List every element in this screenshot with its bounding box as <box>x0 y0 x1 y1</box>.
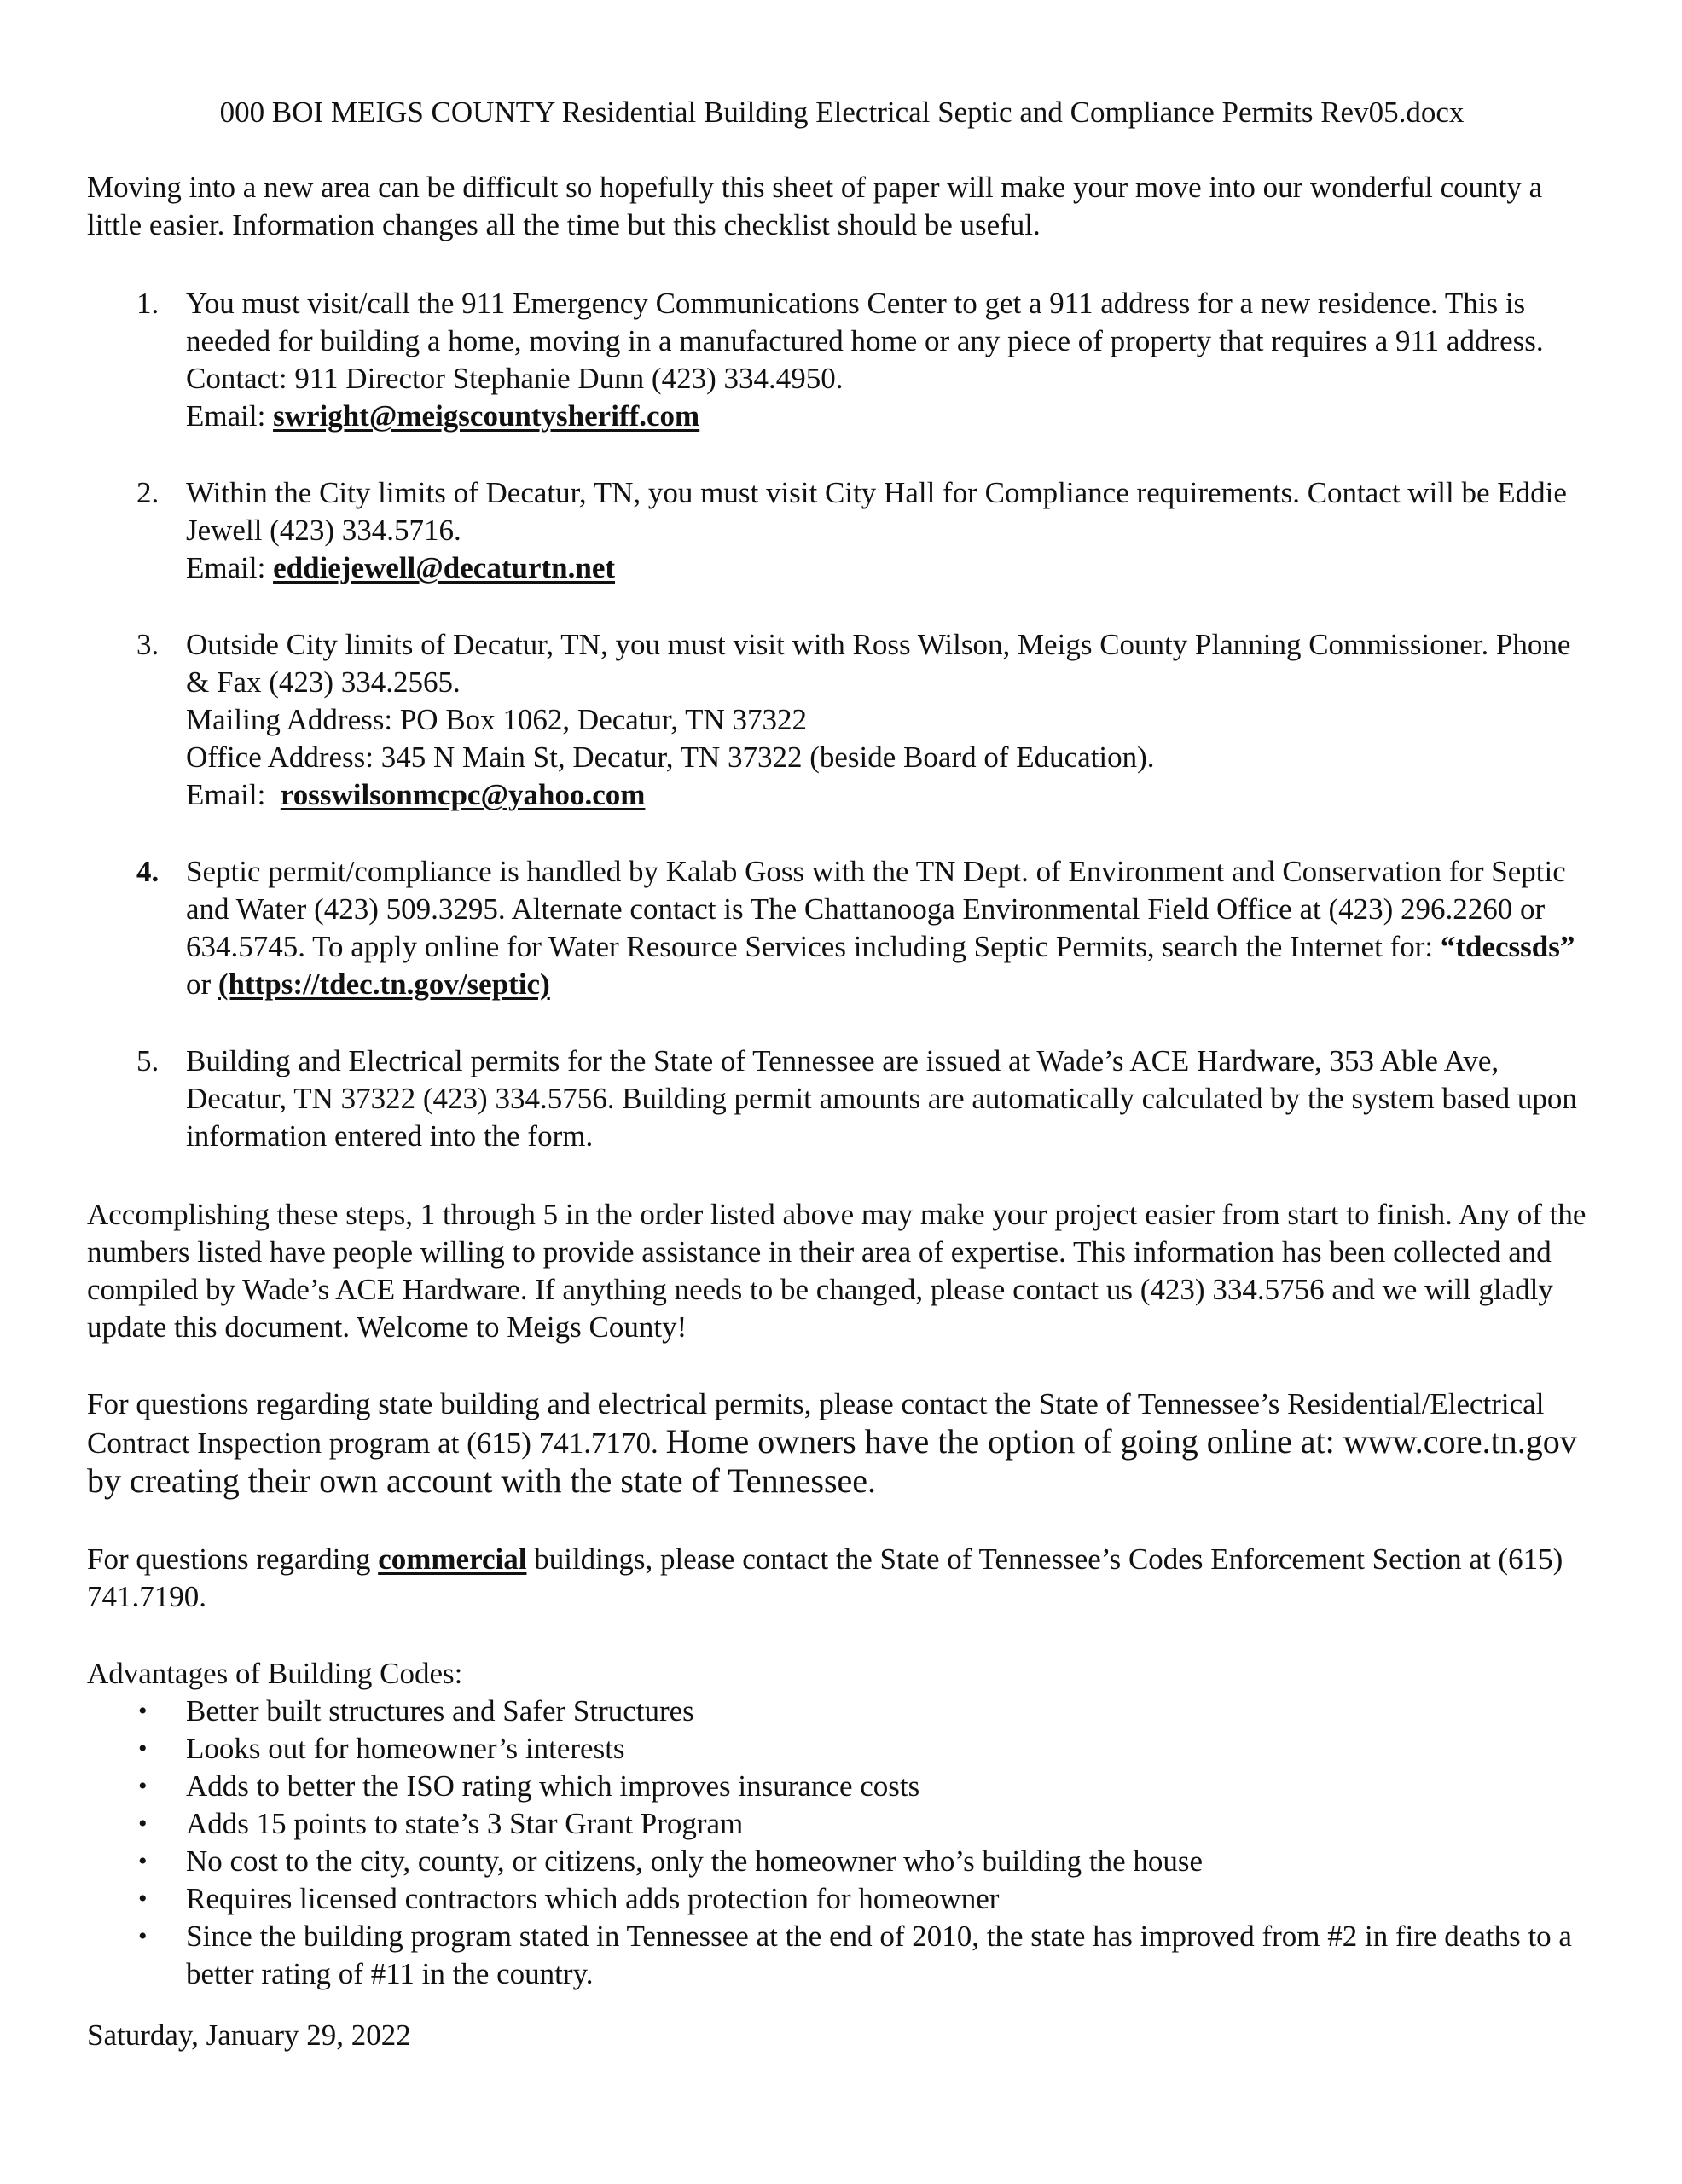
step-email-line <box>186 549 1588 587</box>
list-item-text: Adds 15 points to state’s 3 Star Grant Program <box>186 1807 744 1840</box>
state-questions-text: For questions regarding state building and electrical permits, please contact the State of Tennessee’s Residential/Electrical Contract Inspection program at (615) 741.7170. <box>87 1387 1545 1460</box>
list-item <box>87 1730 1588 1768</box>
bullet-icon: • <box>138 1697 148 1725</box>
bullet-icon: • <box>138 1922 148 1950</box>
list-item-text: Since the building program stated in Tennessee at the end of 2010, the state has improved from #2 in fire deaths to a better rating of #11 in the country. <box>186 1920 1572 1990</box>
step-number: 3. <box>136 628 160 661</box>
search-term: “tdecssds” <box>1440 930 1575 963</box>
commercial-text-before: For questions regarding <box>87 1542 379 1576</box>
list-item-text: Looks out for homeowner’s interests <box>186 1732 625 1765</box>
step-number: 2. <box>136 476 160 509</box>
step-email-line <box>186 776 1588 814</box>
step-number: 5. <box>136 1044 160 1077</box>
bullet-icon: • <box>138 1885 148 1913</box>
list-item-text: No cost to the city, county, or citizens, only the homeowner who’s building the house <box>186 1844 1204 1878</box>
step-number: 4. <box>136 855 160 888</box>
step-text: Septic permit/compliance is handled by Kalab Goss with the TN Dept. of Environment and Conservation for Septic and Water (423) 509.3295. Alternate contact is The Chattanooga Environmental Field Office at (423) 296.2260 or 634.5745. To apply online for Water Resource Services including Septic Permits, search the Internet for: <box>186 855 1566 963</box>
document-date: Saturday, January 29, 2022 <box>87 2018 411 2052</box>
list-item <box>87 1805 1588 1843</box>
advantages-list <box>87 1693 1588 1993</box>
office-address: Office Address: 345 N Main St, Decatur, TN 37322 (beside Board of Education). <box>186 741 1155 774</box>
email-link[interactable]: rosswilsonmcpc@yahoo.com <box>280 778 646 811</box>
accomplishing-paragraph: Accomplishing these steps, 1 through 5 in the order listed above may make your project easier from start to finish. Any of the numbers listed have people willing to provide assistance in their area of expertise. This information has been collected and compiled by Wade’s ACE Hardware. If anything needs to be changed, please contact us (423) 334.5756 and we will gladly update this document. Welcome to Meigs County! <box>87 1198 1586 1344</box>
step-text: Within the City limits of Decatur, TN, you must visit City Hall for Compliance requirements. Contact will be Eddie Jewell (423) 334.5716. <box>186 476 1567 547</box>
list-item <box>87 1918 1588 1993</box>
step-item-2 <box>87 474 1588 587</box>
bullet-icon: • <box>138 1809 148 1838</box>
list-item-text: Adds to better the ISO rating which improves insurance costs <box>186 1769 920 1803</box>
mailing-address: Mailing Address: PO Box 1062, Decatur, TN 37322 <box>186 703 808 736</box>
step-item-1 <box>87 285 1588 435</box>
step-item-4 <box>87 853 1588 1003</box>
bullet-icon: • <box>138 1734 148 1763</box>
septic-url-link[interactable]: (https://tdec.tn.gov/septic) <box>218 967 550 1001</box>
list-item <box>87 1880 1588 1918</box>
bullet-icon: • <box>138 1847 148 1875</box>
advantages-heading: Advantages of Building Codes: <box>87 1657 463 1690</box>
step-text: Outside City limits of Decatur, TN, you must visit with Ross Wilson, Meigs County Planning Commissioner. Phone & Fax (423) 334.2565. <box>186 628 1571 699</box>
intro-paragraph: Moving into a new area can be difficult so hopefully this sheet of paper will make your move into our wonderful county a little easier. Information changes all the time but this checklist should be useful. <box>87 171 1543 241</box>
list-item-text: Better built structures and Safer Structures <box>186 1694 694 1728</box>
email-link[interactable]: swright@meigscountysheriff.com <box>273 399 700 433</box>
online-option-text: Home owners have the option of going online at: www.core.tn.gov by creating their own account with the state of Tennessee. <box>87 1422 1577 1500</box>
email-link[interactable]: eddiejewell@decaturtn.net <box>273 551 616 584</box>
step-number: 1. <box>136 287 160 320</box>
step-item-5 <box>87 1043 1588 1155</box>
document-title: 000 BOI MEIGS COUNTY Residential Building Electrical Septic and Compliance Permits Rev05.docx <box>219 96 1464 129</box>
step-text: You must visit/call the 911 Emergency Communications Center to get a 911 address for a new residence. This is needed for building a home, moving in a manufactured home or any piece of property that requires a 911 address. Contact: 911 Director Stephanie Dunn (423) 334.4950. <box>186 287 1544 395</box>
commercial-keyword: commercial <box>378 1542 527 1576</box>
steps-list <box>87 285 1588 1155</box>
email-label: Email: <box>186 399 274 433</box>
step-item-3 <box>87 626 1588 814</box>
bullet-icon: • <box>138 1772 148 1800</box>
list-item <box>87 1768 1588 1805</box>
step-email-line <box>186 398 1588 435</box>
step-text-connector: or <box>186 967 218 1001</box>
list-item <box>87 1843 1588 1880</box>
list-item <box>87 1693 1588 1730</box>
list-item-text: Requires licensed contractors which adds protection for homeowner <box>186 1882 1000 1915</box>
email-label: Email: <box>186 778 281 811</box>
step-text: Building and Electrical permits for the State of Tennessee are issued at Wade’s ACE Hardware, 353 Able Ave, Decatur, TN 37322 (423) 334.5756. Building permit amounts are automatically calculated by the system based upon information entered into the form. <box>186 1044 1577 1153</box>
state-questions-paragraph <box>87 1385 1588 1502</box>
commercial-paragraph <box>87 1541 1588 1616</box>
commercial-text-after: buildings, please contact the State of Tennessee’s Codes Enforcement Section at (615) 741.7190. <box>87 1542 1563 1613</box>
email-label: Email: <box>186 551 274 584</box>
